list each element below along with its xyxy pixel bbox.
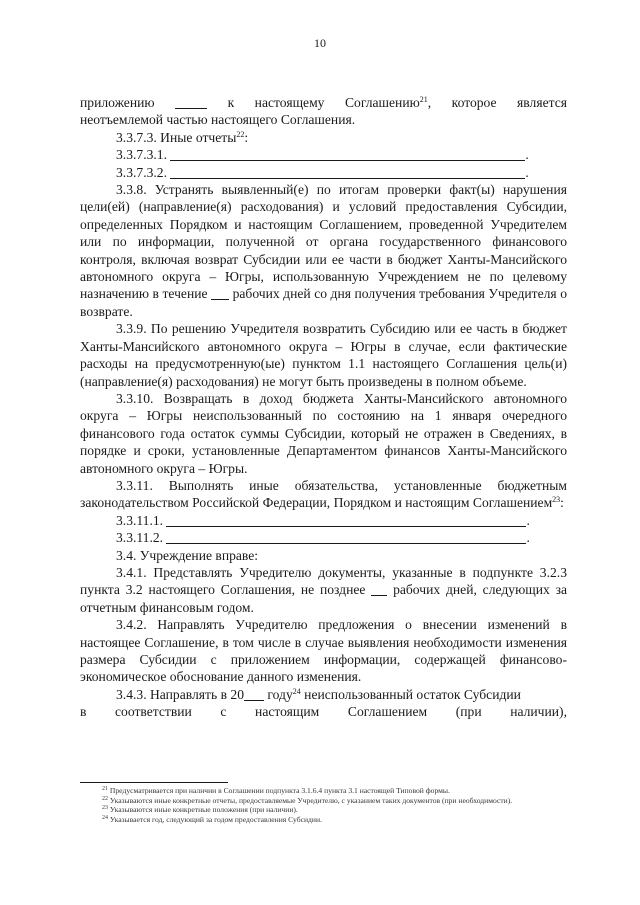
footnote-separator xyxy=(80,782,228,783)
footnotes xyxy=(80,786,567,824)
paragraph-3-4-2: 3.4.2. Направлять Учредителю предложения о внесении изменений в настоящее Соглашение, в том числе в случае выявления необходимости изменения размера Субсидии с приложением информации, содержащей финансово-экономическое обоснование данного изменения. xyxy=(80,617,567,685)
paragraph-3-4-3-continued: в соответствии с настоящим Соглашением (при наличии), xyxy=(80,704,567,720)
paragraph-appendix-line xyxy=(80,94,567,111)
paragraph-3-3-8: 3.3.8. Устранять выявленный(е) по итогам проверки факт(ы) нарушения цели(ей) (направление(я) расходования) и условий предоставления Субсидии, определенных Порядком и настоящим Соглашением, проведенной Учредителем или по информации, полученной от органа государственного финансового контроля, включая возврат Субсидии или ее части в бюджет Ханты-Мансийского автономного округа – Югры, использованную Учреждением не по целевому назначению в течение рабочих дней со дня получения требования Учредителя о возврате. xyxy=(80,182,567,319)
footnote-ref: 22 xyxy=(236,129,245,139)
blank-field xyxy=(211,286,229,301)
footnote-ref: 24 xyxy=(292,686,301,696)
footnote-21: $^{21}$ Предусматривается при наличии в Соглашении подпункта 3.1.6.4 пункта 3.1 настоящей Типовой формы. xyxy=(102,786,450,795)
paragraph-appendix-end: неотъемлемой частью настоящего Соглашения. xyxy=(80,112,356,128)
other-reports-heading: 3.3.7.3. Иные отчеты$^{22}$: xyxy=(116,129,249,145)
paragraph-3-3-11: 3.3.11. Выполнять иные обязательства, установленные бюджетным законодательством Российской Федерации, Порядком и настоящим Соглашением$^{23}$: xyxy=(80,477,567,511)
text-fragment: , которое является xyxy=(427,95,568,110)
paragraph-3-3-10: 3.3.10. Возвращать в доход бюджета Ханты-Мансийского автономного округа – Югры неиспользованный по состоянию на 1 января очередного финансового года остаток суммы Субсидии, который не отражен в Сведениях, в порядке и сроки, установленные Департаментом финансов Ханты-Мансийского автономного округа – Югры. xyxy=(80,390,567,476)
text-fragment: к настоящему Соглашению xyxy=(227,95,420,110)
text-fragment: приложению xyxy=(80,95,155,110)
footnote-23: $^{23}$ Указываются иные конкретные положения (при наличии). xyxy=(102,805,298,815)
blank-field xyxy=(166,512,526,527)
section-3-4-heading: 3.4. Учреждение вправе: xyxy=(116,547,259,563)
footnote-24: $^{24}$ Указывается год, следующий за годом предоставления Субсидии. xyxy=(102,814,322,824)
footnote-22: $^{22}$ Указываются иные конкретные отчеты, предоставляемые Учредителю, с указанием таких документов (при необходимости). xyxy=(102,795,513,805)
paragraph-3-4-1: 3.4.1. Представлять Учредителю документы, указанные в подпункте 3.2.3 пункта 3.2 настоящего Соглашения, не позднее рабочих дней, следующих за отчетным финансовым годом. xyxy=(80,564,567,615)
list-item-3-3-11-1: 3.3.11.1. . xyxy=(116,512,530,528)
document-body xyxy=(80,94,567,721)
footnote-ref: 21 xyxy=(419,95,428,104)
list-item-3-3-7-3-2: 3.3.7.3.2. . xyxy=(116,164,529,180)
footnote-ref: 23 xyxy=(552,495,561,505)
list-item-3-3-7-3-1: 3.3.7.3.1. . xyxy=(116,147,529,163)
paragraph-3-3-9: 3.3.9. По решению Учредителя возвратить Субсидию или ее часть в бюджет Ханты-Мансийского автономного округа – Югры в случае, если фактические расходы на предусмотренную(ые) пунктом 1.1 настоящего Соглашения цель(и) (направление(я) расходования) не могут быть произведены в полном объеме. xyxy=(80,321,567,389)
blank-field xyxy=(170,164,525,179)
blank-field xyxy=(170,147,525,162)
blank-field xyxy=(175,94,207,109)
blank-field xyxy=(166,530,526,545)
blank-field xyxy=(371,582,387,597)
paragraph-3-4-3: 3.4.3. Направлять в 20 году$^{24}$ неиспользованный остаток Субсидии xyxy=(116,686,521,702)
list-item-3-3-11-2: 3.3.11.2. . xyxy=(116,530,530,546)
blank-field xyxy=(244,686,264,701)
page-number: 10 xyxy=(314,36,326,50)
